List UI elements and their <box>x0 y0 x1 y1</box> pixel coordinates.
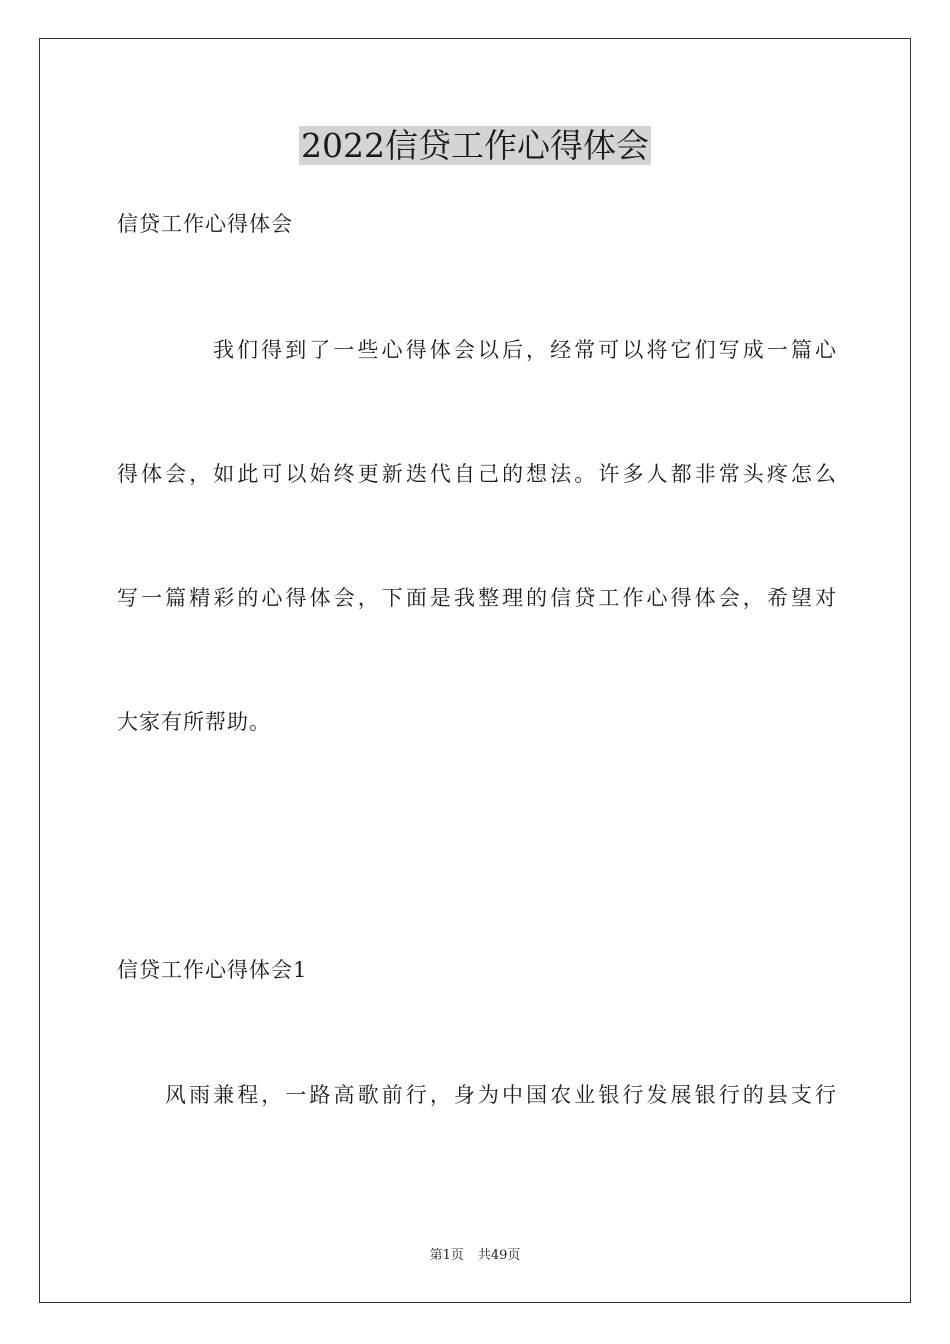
section-heading: 信贷工作心得体会1 <box>117 958 308 982</box>
page-footer <box>0 1247 950 1265</box>
intro-paragraph-line-2: 得体会，如此可以始终更新迭代自己的想法。许多人都非常头疼怎么 <box>117 462 837 486</box>
document-subtitle: 信贷工作心得体会 <box>117 212 293 236</box>
intro-paragraph-line-3: 写一篇精彩的心得体会，下面是我整理的信贷工作心得体会，希望对 <box>117 586 837 610</box>
document-title <box>0 124 950 168</box>
page-number: 第1页 <box>429 1248 464 1263</box>
intro-paragraph-line-1: 我们得到了一些心得体会以后，经常可以将它们写成一篇心 <box>213 338 837 362</box>
document-title-text: 2022信贷工作心得体会 <box>301 126 649 165</box>
section-paragraph-line-1: 风雨兼程，一路高歌前行，身为中国农业银行发展银行的县支行 <box>165 1083 837 1107</box>
intro-paragraph-line-4: 大家有所帮助。 <box>117 710 271 734</box>
page-total: 共49页 <box>477 1248 521 1263</box>
